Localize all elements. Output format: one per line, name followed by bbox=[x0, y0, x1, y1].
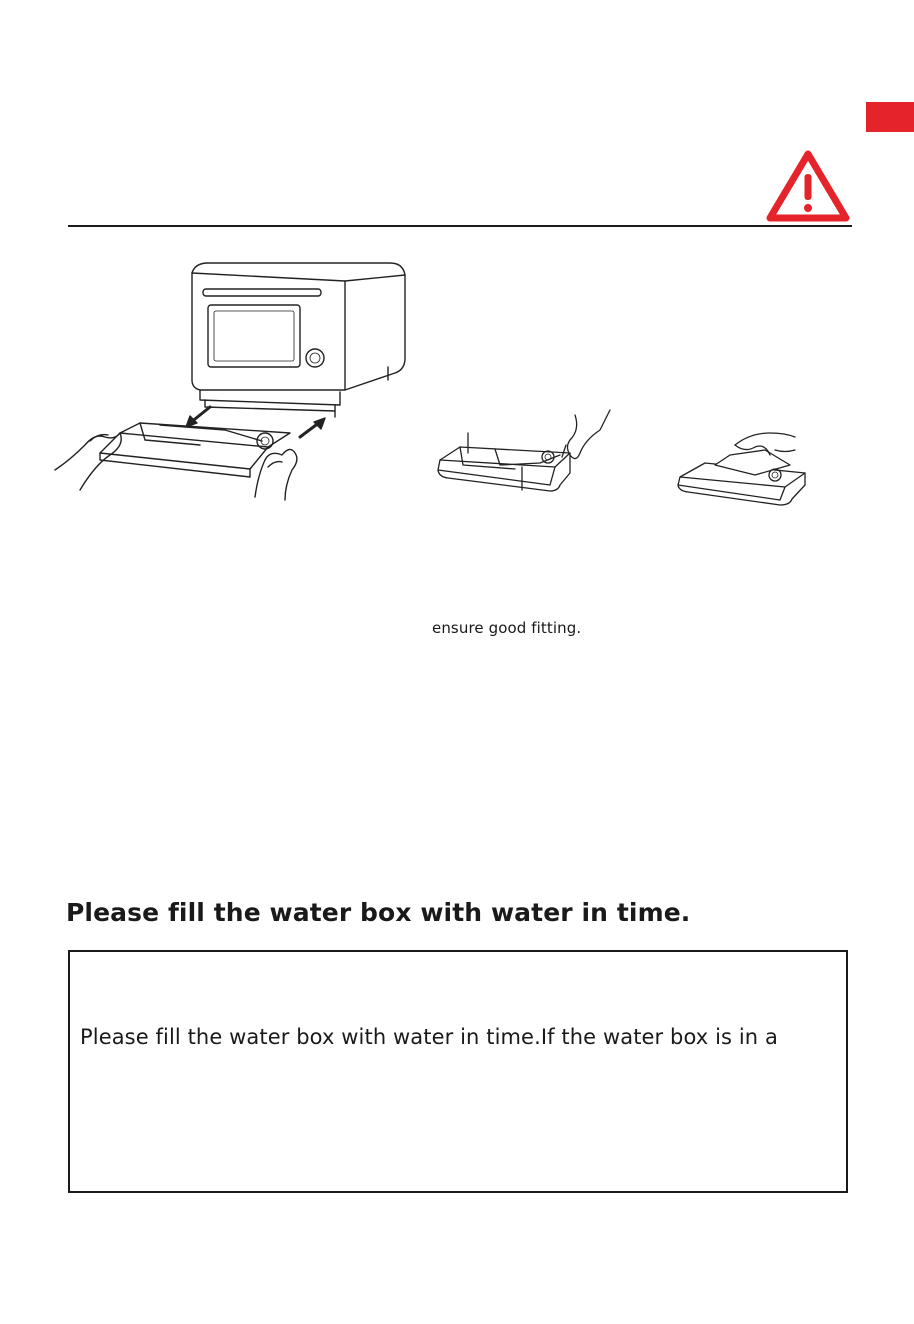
section-heading: Please fill the water box with water in time. bbox=[66, 898, 691, 927]
header-rule bbox=[68, 225, 852, 227]
figure-caption: ensure good fitting. bbox=[432, 619, 582, 637]
oven-with-water-box-illustration bbox=[50, 255, 420, 510]
note-text: Please fill the water box with water in time.If the water box is in a bbox=[80, 1025, 778, 1049]
water-box-lid-illustration bbox=[430, 405, 620, 505]
note-box bbox=[68, 950, 848, 1193]
warning-triangle-icon bbox=[766, 150, 850, 222]
section-tab bbox=[866, 102, 914, 132]
water-box-filling-illustration bbox=[670, 425, 815, 510]
